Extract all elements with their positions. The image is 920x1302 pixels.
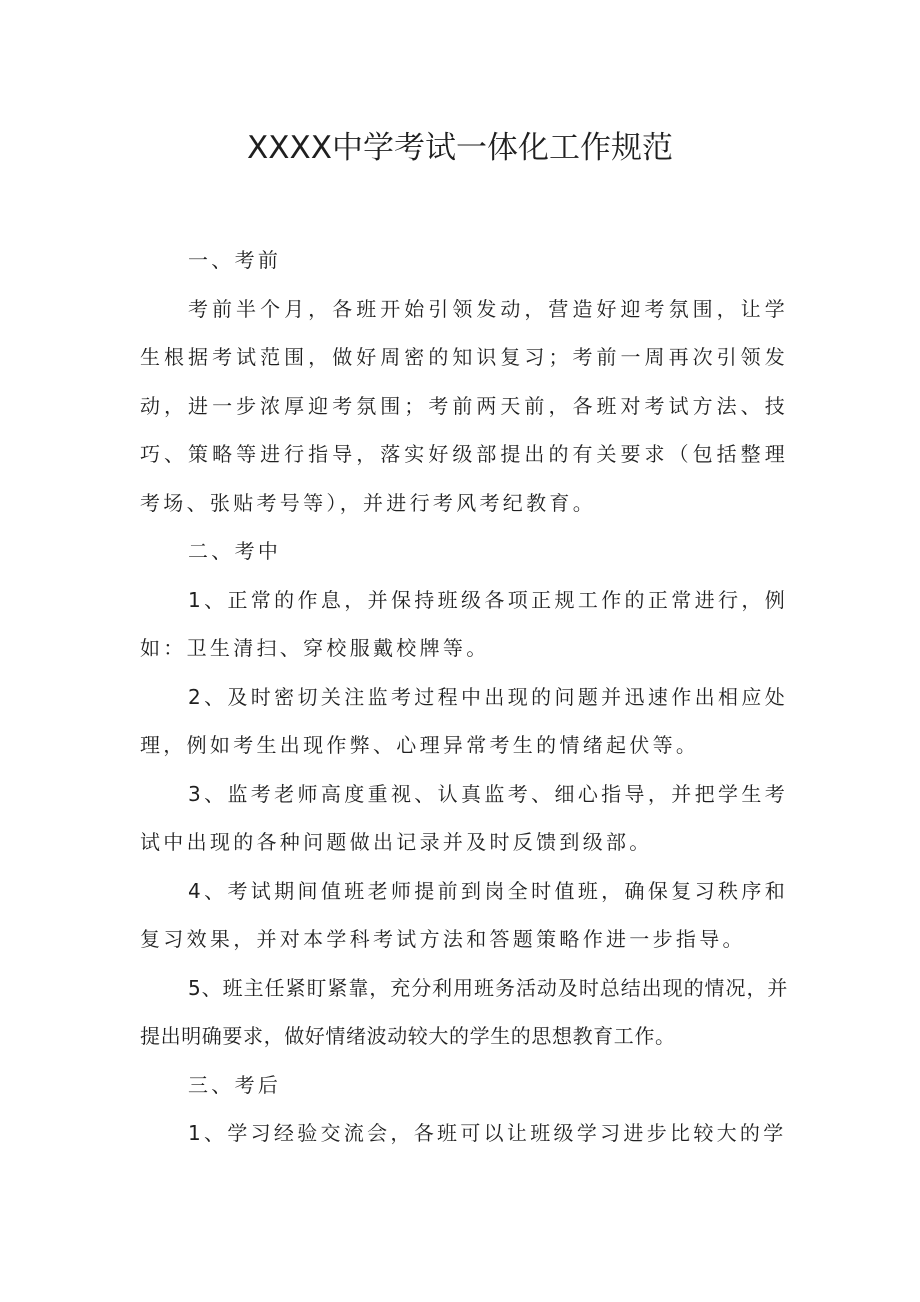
paragraph-during-exam-4: 4、考试期间值班老师提前到岗全时值班，确保复习秩序和复习效果，并对本学科考试方法和答题策略作进一步指导。 bbox=[140, 878, 788, 951]
section-heading-after-exam: 三、考后 bbox=[188, 1072, 282, 1097]
document-title: XXXX中学考试一体化工作规范 bbox=[247, 130, 673, 166]
paragraph-after-exam-1: 1、学习经验交流会，各班可以让班级学习进步比较大的学 bbox=[188, 1121, 787, 1145]
document-body bbox=[140, 236, 788, 1158]
paragraph-during-exam-3: 3、监考老师高度重视、认真监考、细心指导，并把学生考试中出现的各种问题做出记录并及时反馈到级部。 bbox=[140, 781, 788, 854]
section-heading-before-exam: 一、考前 bbox=[188, 248, 282, 272]
paragraph-during-exam-2: 2、及时密切关注监考过程中出现的问题并迅速作出相应处理，例如考生出现作弊、心理异常考生的情绪起伏等。 bbox=[140, 684, 788, 757]
paragraph-during-exam-5: 5、班主任紧盯紧靠，充分利用班务活动及时总结出现的情况，并提出明确要求，做好情绪波动较大的学生的思想教育工作。 bbox=[140, 975, 788, 1048]
paragraph-before-exam: 考前半个月，各班开始引领发动，营造好迎考氛围，让学生根据考试范围，做好周密的知识复习；考前一周再次引领发动，进一步浓厚迎考氛围；考前两天前，各班对考试方法、技巧、策略等进行指导，落实好级部提出的有关要求（包括整理考场、张贴考号等），并进行考风考纪教育。 bbox=[140, 296, 788, 515]
section-heading-during-exam: 二、考中 bbox=[188, 539, 282, 563]
paragraph-during-exam-1: 1、正常的作息，并保持班级各项正规工作的正常进行，例如：卫生清扫、穿校服戴校牌等。 bbox=[140, 587, 788, 660]
